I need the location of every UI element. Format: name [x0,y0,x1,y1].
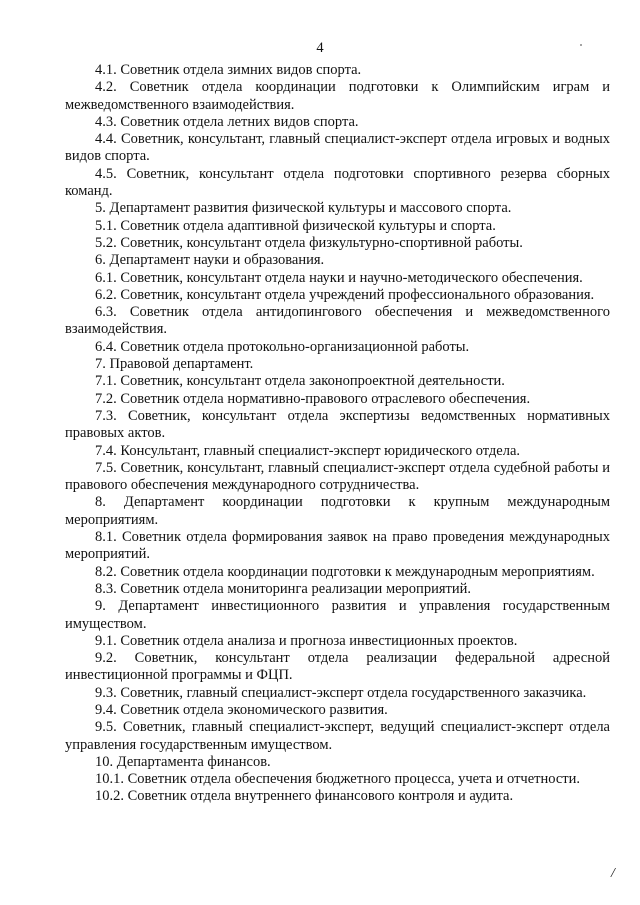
list-item: 6.2. Советник, консультант отдела учреждений профессионального образования. [95,286,595,303]
list-item: 9.3. Советник, главный специалист-эксперт отдела государственного заказчика. [95,684,587,701]
corner-mark: / [611,866,615,881]
list-item: 7. Правовой департамент. [95,356,254,373]
list-item: 7.5. Советник, консультант, главный специалист-эксперт отдела судебной работы и правового обеспечения международного сотрудничества. [65,459,610,494]
list-item: 6.3. Советник отдела антидопингового обеспечения и межведомственного взаимодействия. [65,304,610,338]
list-item: 6.1. Советник, консультант отдела науки и научно-методического обеспечения. [95,269,583,286]
list-item: 10. Департамента финансов. [95,753,271,770]
document-body [65,62,610,806]
list-item: 8. Департамент координации подготовки к крупным международным мероприятиям. [65,494,610,528]
list-item: 5.2. Советник, консультант отдела физкультурно-спортивной работы. [95,234,523,251]
list-item: 7.2. Советник отдела нормативно-правового отраслевого обеспечения. [95,390,531,407]
list-item: 4.3. Советник отдела летних видов спорта. [95,113,359,130]
list-item: 10.1. Советник отдела обеспечения бюджетного процесса, учета и отчетности. [95,771,581,788]
list-item: 8.2. Советник отдела координации подготовки к международным мероприятиям. [95,563,595,580]
list-item: 9.2. Советник, консультант отдела реализации федеральной адресной инвестиционной программы и ФЦП. [65,650,610,684]
list-item: 10.2. Советник отдела внутреннего финансового контроля и аудита. [95,788,514,805]
list-item: 9.4. Советник отдела экономического развития. [95,701,388,718]
list-item: 6. Департамент науки и образования. [95,252,325,269]
list-item: 5. Департамент развития физической культуры и массового спорта. [95,200,512,217]
list-item: 6.4. Советник отдела протокольно-организационной работы. [95,338,470,355]
list-item: 9.5. Советник, главный специалист-эксперт, ведущий специалист-эксперт отдела управления государственным имуществом. [65,719,610,753]
list-item: 4.5. Советник, консультант отдела подготовки спортивного резерва сборных команд. [65,165,610,200]
list-item: 8.1. Советник отдела формирования заявок на право проведения международных мероприятий. [65,529,610,563]
list-item: 4.4. Советник, консультант, главный специалист-эксперт отдела игровых и водных видов спорта. [65,131,610,165]
list-item: 4.1. Советник отдела зимних видов спорта. [95,62,362,78]
scan-speck [580,44,582,46]
list-item: 9.1. Советник отдела анализа и прогноза инвестиционных проектов. [95,632,518,649]
page-number: 4 [316,40,324,56]
list-item: 5.1. Советник отдела адаптивной физической культуры и спорта. [95,217,496,234]
list-item: 7.4. Консультант, главный специалист-эксперт юридического отдела. [95,442,521,459]
list-item: 7.3. Советник, консультант отдела экспертизы ведомственных нормативных правовых актов. [65,407,610,442]
list-item: 7.1. Советник, консультант отдела законопроектной деятельности. [95,373,505,390]
list-item: 8.3. Советник отдела мониторинга реализации мероприятий. [95,580,471,597]
list-item: 9. Департамент инвестиционного развития и управления государственным имуществом. [65,598,610,632]
list-item: 4.2. Советник отдела координации подготовки к Олимпийским играм и межведомственного взаимодействия. [65,79,610,113]
